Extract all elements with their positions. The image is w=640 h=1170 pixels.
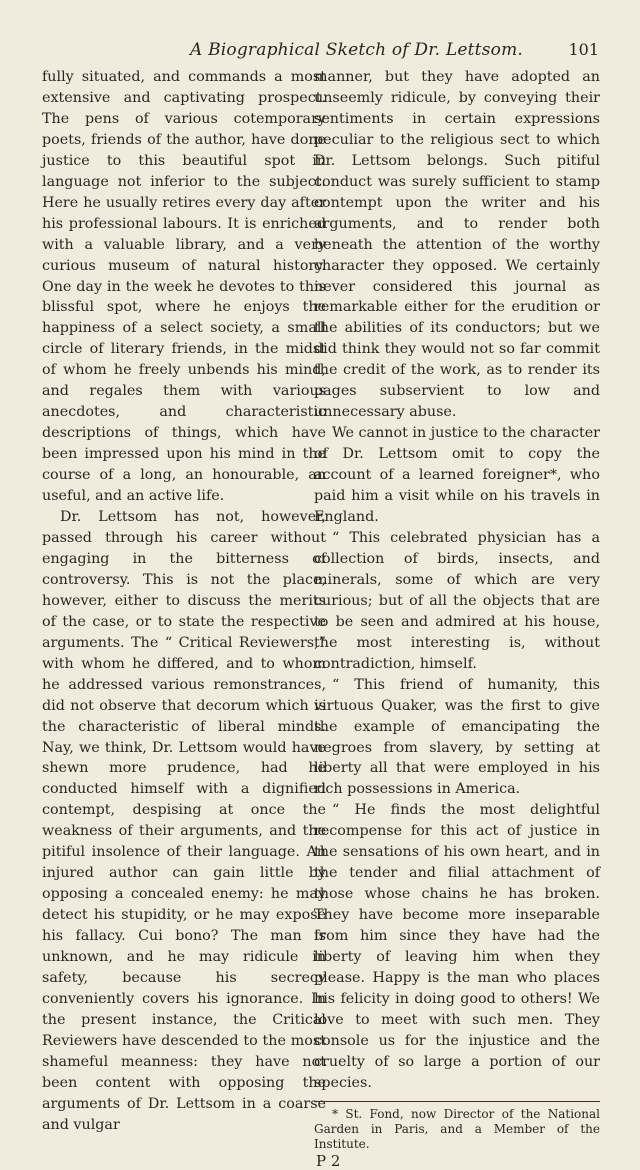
signature-mark: P 2	[316, 1151, 341, 1170]
left-column	[42, 67, 326, 1136]
quotation-paragraph: “ This celebrated physician has a collection of birds, insects, and minerals, some of which are very curious; but of all the objects that are to be seen and admired at his house, the most interesting is, without contradiction, himself.	[314, 529, 600, 672]
quotation-paragraph: “ This friend of humanity, this virtuous Quaker, was the first to give the example of emancipating the negroes from slavery, by setting at liberty all that were employed in his rich possessions in America.	[314, 676, 600, 798]
paragraph: Dr. Lettsom has not, however, passed through his career without engaging in the bitterness of controversy. This is not the place, however, either to discuss the merits of the case, or to state the respective arguments. The “ Critical Reviewers,” with whom he differed, and to whom he addressed various remonstrances, did not observe that decorum which is the characteristic of liberal minds. Nay, we think, Dr. Lettsom would have shewn more prudence, had he conducted himself with a dignified contempt, despising at once the weakness of their arguments, and the pitiful insolence of their language. An injured author can gain little by opposing a concealed enemy: he may detect his stupidity, or he may expose his fallacy. Cui bono? The man is unknown, and he may ridicule in safety, because his secrecy conveniently covers his ignorance. In the present instance, the Critical Reviewers have descended to the most shameful meanness: they have not been content with opposing the arguments of Dr. Lettsom in a coarse and vulgar	[42, 509, 326, 1133]
page-header	[0, 40, 640, 70]
quotation-paragraph: “ He finds the most delightful recompense for this act of justice in the sensations of his own heart, and in the tender and filial attachment of those whose chains he has broken. They have become more inseparable from him since they have had the liberty of leaving him when they please. Happy is the man who places his felicity in doing good to others! We love to meet with such men. They console us for the injustice and the cruelty of so large a portion of our species.	[314, 802, 600, 1091]
paragraph: fully situated, and commands a most extensive and captivating prospect. The pens of various cotemporary poets, friends of the author, have done justice to this beautiful spot in language not inferior to the subject. Here he usually retires every day after his professional labours. It is enriched with a valuable library, and a very curious museum of natural history. One day in the week he devotes to this blissful spot, where he enjoys the happiness of a select society, a small circle of literary friends, in the midst of whom he freely unbends his mind, and regales them with various anecdotes, and characteristic descriptions of things, which have been impressed upon his mind in the course of a long, an honourable, an useful, and an active life.	[42, 69, 326, 505]
page-number: 101	[568, 40, 599, 59]
running-title: A Biographical Sketch of Dr. Lettsom.	[190, 40, 523, 60]
footnote-text: * St. Fond, now Director of the National Garden in Paris, and a Member of the Institute.	[314, 1106, 600, 1151]
paragraph: We cannot in justice to the character of Dr. Lettsom omit to copy the account of a learned foreigner*, who paid him a visit while on his travels in England.	[314, 425, 601, 526]
footnote-rule	[314, 1101, 600, 1102]
paragraph: manner, but they have adopted an unseemly ridicule, by conveying their sentiments in certain expressions peculiar to the religious sect to which Dr. Lettsom belongs. Such pitiful conduct was surely sufficient to stamp contempt upon the writer and his arguments, and to render both beneath the attention of the worthy character they opposed. We certainly never considered this journal as remarkable either for the erudition or the abilities of its conductors; but we did think they would not so far commit the credit of the work, as to render its pages subservient to low and unnecessary abuse.	[314, 69, 600, 421]
footnote	[314, 1107, 600, 1152]
right-column	[314, 67, 600, 1170]
